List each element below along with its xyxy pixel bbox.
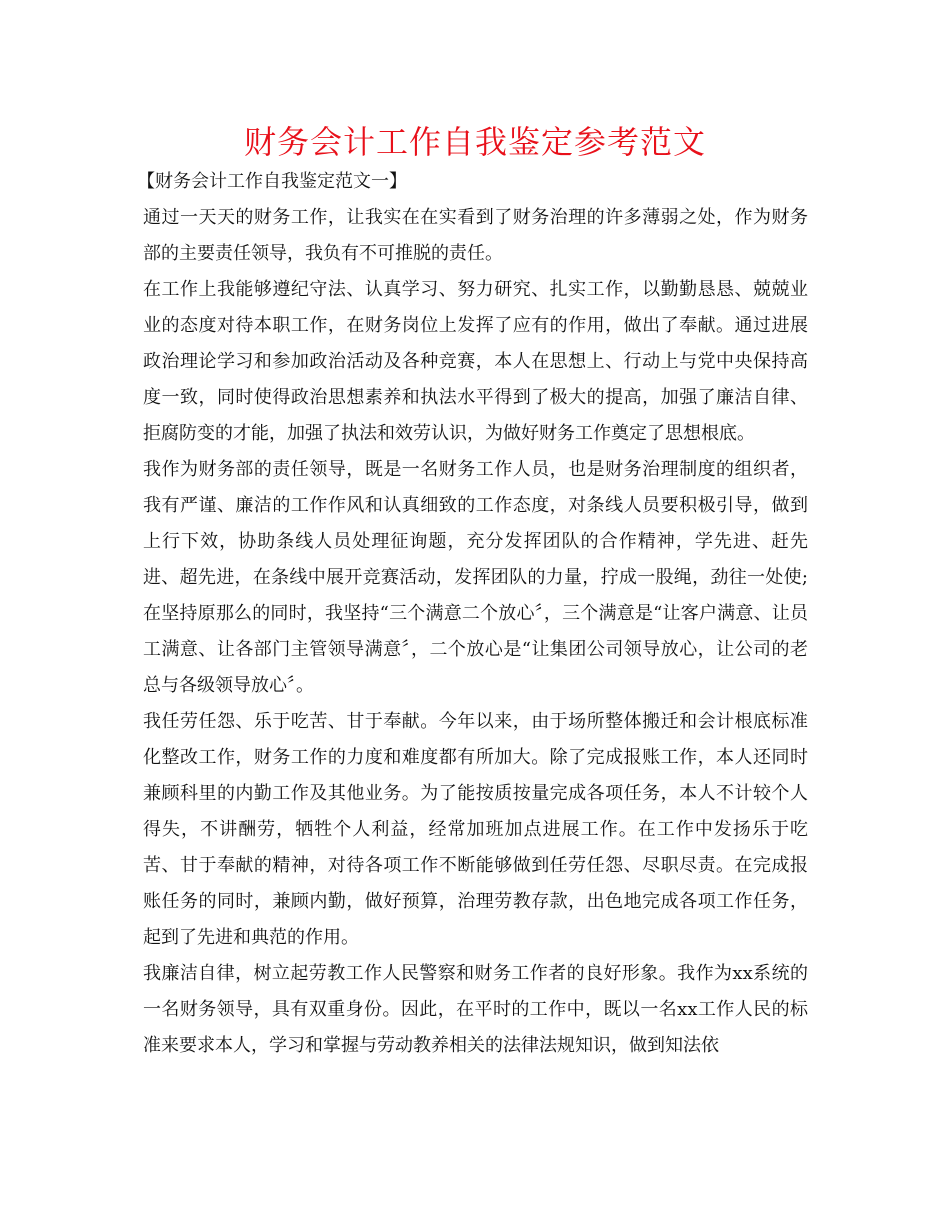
paragraph: 在工作上我能够遵纪守法、认真学习、努力研究、扎实工作，以勤勤恳恳、兢兢业业的态度对待本职工作，在财务岗位上发挥了应有的作用，做出了奉献。通过进展政治理论学习和参加政治活动及各种竞赛，本人在思想上、行动上与党中央保持高度一致，同时使得政治思想素养和执法水平得到了极大的提高，加强了廉洁自律、拒腐防变的才能，加强了执法和效劳认识，为做好财务工作奠定了思想根底。 xyxy=(143,279,808,444)
paragraph: 我作为财务部的责任领导，既是一名财务工作人员，也是财务治理制度的组织者，我有严谨、廉洁的工作作风和认真细致的工作态度，对条线人员要积极引导，做到上行下效，协助条线人员处理征询题，充分发挥团队的合作精神，学先进、赶先进、超先进，在条线中展开竞赛活动，发挥团队的力量，拧成一股绳，劲往一处使;在坚持原那么的同时，我坚持“三个满意二个放心〞，三个满意是“让客户满意、让员工满意、让各部门主管领导满意〞，二个放心是“让集团公司领导放心，让公司的老总与各级领导放心〞。 xyxy=(143,459,808,696)
paragraph: 通过一天天的财务工作，让我实在在实看到了财务治理的许多薄弱之处，作为财务部的主要责任领导，我负有不可推脱的责任。 xyxy=(143,207,808,264)
document-body xyxy=(137,164,808,1064)
paragraph: 我任劳任怨、乐于吃苦、甘于奉献。今年以来，由于场所整体搬迁和会计根底标准化整改工作，财务工作的力度和难度都有所加大。除了完成报账工作，本人还同时兼顾科里的内勤工作及其他业务。为了能按质按量完成各项任务，本人不计较个人得失，不讲酬劳，牺牲个人利益，经常加班加点进展工作。在工作中发扬乐于吃苦、甘于奉献的精神，对待各项工作不断能够做到任劳任怨、尽职尽责。在完成报账任务的同时，兼顾内勤，做好预算，治理劳教存款，出色地完成各项工作任务，起到了先进和典范的作用。 xyxy=(143,711,808,948)
section-heading: 【财务会计工作自我鉴定范文一】 xyxy=(137,171,407,192)
paragraph: 我廉洁自律，树立起劳教工作人民警察和财务工作者的良好形象。我作为xx系统的一名财务领导，具有双重身份。因此，在平时的工作中，既以一名xx工作人民的标准来要求本人，学习和掌握与劳动教养相关的法律法规知识，做到知法依 xyxy=(143,963,808,1056)
document-title: 财务会计工作自我鉴定参考范文 xyxy=(243,123,706,161)
